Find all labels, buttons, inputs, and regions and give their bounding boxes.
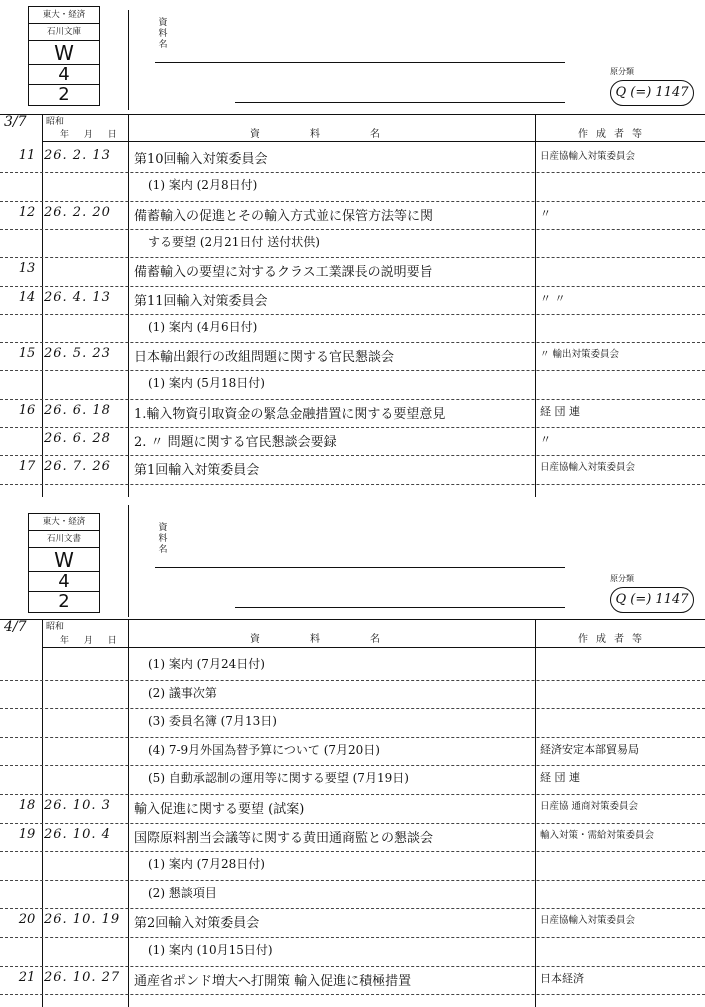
entry-number: 17	[18, 459, 36, 475]
archive-stamp	[28, 6, 100, 106]
entry-title: (1) 案内 (4月6日付)	[148, 319, 258, 334]
entry-date: 26. 6. 18	[44, 402, 111, 418]
entry-title: 通産省ポンド増大へ打開策 輸入促進に積極措置	[134, 973, 412, 989]
record-sheet-1	[0, 0, 705, 497]
stamp-line-4: 4	[29, 572, 99, 592]
category-code: Q (=) 1147	[610, 587, 694, 613]
row-divider	[0, 851, 705, 852]
entry-title: (1) 案内 (2月8日付)	[148, 178, 258, 193]
entry-author: 日産協輸入対策委員会	[540, 462, 636, 474]
entry-title: (1) 案内 (10月15日付)	[148, 943, 273, 957]
table-row	[0, 827, 705, 851]
table-row	[0, 855, 705, 879]
row-divider	[0, 737, 705, 738]
entry-date: 26. 10. 3	[44, 798, 111, 813]
entry-title: (1) 案内 (7月28日付)	[148, 857, 265, 872]
table-row	[0, 459, 705, 483]
header-title: 資料名	[250, 634, 430, 645]
entry-date: 26. 10. 19	[44, 912, 121, 928]
table-row	[0, 769, 705, 793]
row-divider	[0, 680, 705, 681]
table-row	[0, 431, 705, 455]
header-author: 作成者等	[578, 129, 650, 140]
entry-number: 12	[18, 204, 36, 220]
table-row	[0, 798, 705, 822]
entry-author: 日本経済	[540, 971, 584, 985]
table-row	[0, 403, 705, 427]
entry-author: 輸入対策・需給対策委員会	[540, 829, 655, 841]
entry-title: (1) 案内 (5月18日付)	[148, 376, 265, 391]
entry-title: (2) 懇談項目	[148, 885, 217, 900]
table-row	[0, 712, 705, 736]
entry-title: 第2回輸入対策委員会	[134, 916, 260, 932]
table-row	[0, 176, 705, 200]
table-row	[0, 912, 705, 936]
table-row	[0, 374, 705, 398]
row-divider	[0, 201, 705, 202]
row-divider	[0, 708, 705, 709]
entry-title: (2) 議事次第	[148, 685, 217, 700]
table-row	[0, 684, 705, 708]
row-divider	[0, 823, 705, 824]
table-row	[0, 884, 705, 908]
entry-title: 2. 〃 問題に関する官民懇談会要録	[134, 435, 337, 450]
table-row	[0, 233, 705, 257]
header-date: 年 月 日	[60, 130, 123, 140]
material-name-label: 資料名	[158, 523, 168, 555]
row-divider	[0, 229, 705, 230]
entry-author: 経 団 連	[540, 404, 580, 418]
row-divider	[0, 399, 705, 400]
stamp-line-1: 東大・経済	[29, 7, 99, 24]
entry-author: 日産協輸入対策委員会	[540, 915, 636, 927]
entry-title: 日本輸出銀行の改組問題に関する官民懇談会	[134, 350, 395, 366]
stamp-line-4: 4	[29, 65, 99, 85]
stamp-line-1: 東大・経済	[29, 514, 99, 531]
entry-number: 16	[18, 402, 36, 418]
entry-title: 第11回輸入対策委員会	[134, 293, 268, 309]
material-name-label: 資料名	[158, 18, 168, 50]
row-divider	[0, 908, 705, 909]
row-divider	[0, 765, 705, 766]
row-divider	[0, 286, 705, 287]
table-row	[0, 941, 705, 965]
entry-title: (5) 自動承認制の運用等に関する要望 (7月19日)	[148, 771, 409, 786]
header-date: 年 月 日	[60, 636, 123, 646]
entry-title: 第1回輸入対策委員会	[134, 463, 260, 479]
stamp-line-5: 2	[58, 591, 70, 612]
category-code: Q (=) 1147	[610, 80, 694, 106]
record-sheet-2	[0, 505, 705, 1007]
stamp-line-5: 2	[58, 84, 70, 105]
sheet-number: 3/7	[4, 114, 27, 130]
entry-number: 14	[18, 289, 36, 305]
table-row	[0, 205, 705, 229]
stamp-line-2: 石川文庫	[29, 24, 99, 41]
archive-stamp	[28, 513, 100, 613]
sheet-number: 4/7	[4, 619, 27, 635]
entry-title: 国際原料割当会議等に関する黄田通商監との懇談会	[134, 830, 434, 846]
entry-date: 26. 5. 23	[44, 346, 111, 362]
header-title: 資料名	[250, 129, 430, 140]
table-row	[0, 741, 705, 765]
row-divider	[0, 342, 705, 343]
entry-number: 20	[18, 912, 36, 928]
row-divider	[0, 966, 705, 967]
row-divider	[0, 257, 705, 258]
entry-title: 備蓄輸入の要望に対するクラス工業課長の説明要旨	[134, 265, 433, 281]
table-row	[0, 261, 705, 285]
entry-title: (3) 委員名簿 (7月13日)	[148, 714, 277, 729]
row-divider	[0, 937, 705, 938]
entry-title: 輸入促進に関する要望 (試案)	[134, 802, 305, 817]
table-row	[0, 318, 705, 342]
entry-author: 〃 〃	[540, 291, 566, 305]
entry-number: 19	[18, 826, 36, 842]
row-divider	[0, 172, 705, 173]
table-row	[0, 655, 705, 679]
entry-date: 26. 2. 13	[44, 148, 111, 163]
row-divider	[0, 484, 705, 485]
entry-author: 〃 輸出対策委員会	[540, 349, 620, 361]
entry-author: 〃	[540, 206, 551, 220]
category-label: 原分類	[610, 67, 634, 76]
row-divider	[0, 427, 705, 428]
category-label: 原分類	[610, 574, 634, 583]
entry-date: 26. 6. 28	[44, 431, 111, 446]
entry-number: 21	[18, 969, 36, 985]
table-row	[0, 290, 705, 314]
stamp-line-2: 石川文書	[29, 531, 99, 548]
entry-author: 経済安定本部貿易局	[540, 742, 639, 756]
table-row	[0, 346, 705, 370]
entry-title: (1) 案内 (7月24日付)	[148, 657, 265, 671]
table-row	[0, 148, 705, 172]
header-era: 昭和	[46, 117, 65, 127]
entry-title: (4) 7-9月外国為替予算について (7月20日)	[148, 742, 380, 757]
row-divider	[0, 880, 705, 881]
header-author: 作成者等	[578, 634, 650, 645]
entry-title: する要望 (2月21日付 送付状供)	[148, 234, 320, 249]
stamp-line-3: W	[29, 548, 99, 572]
entry-number: 13	[18, 261, 36, 277]
row-divider	[0, 794, 705, 795]
entry-author: 日産協輸入対策委員会	[540, 151, 636, 162]
entry-author: 〃	[540, 433, 551, 446]
entry-date: 26. 10. 27	[44, 969, 121, 985]
row-divider	[0, 370, 705, 371]
header-era: 昭和	[46, 622, 65, 632]
row-divider	[0, 314, 705, 315]
table-row	[0, 970, 705, 994]
entry-date: 26. 2. 20	[44, 204, 111, 220]
entry-title: 第10回輸入対策委員会	[134, 152, 268, 167]
row-divider	[0, 455, 705, 456]
row-divider	[0, 994, 705, 995]
entry-date: 26. 4. 13	[44, 289, 111, 305]
entry-date: 26. 10. 4	[44, 826, 111, 842]
entry-number: 11	[18, 148, 36, 163]
entry-number: 18	[18, 798, 36, 813]
entry-number: 15	[18, 346, 36, 362]
entry-date: 26. 7. 26	[44, 459, 111, 475]
entry-title: 備蓄輸入の促進とその輸入方式並に保管方法等に関	[134, 208, 434, 224]
entry-title: 1.輸入物資引取資金の緊急金融措置に関する要望意見	[134, 406, 446, 422]
stamp-line-3: W	[29, 41, 99, 65]
entry-author: 経 団 連	[540, 771, 580, 785]
entry-author: 日産協 通商対策委員会	[540, 801, 639, 812]
